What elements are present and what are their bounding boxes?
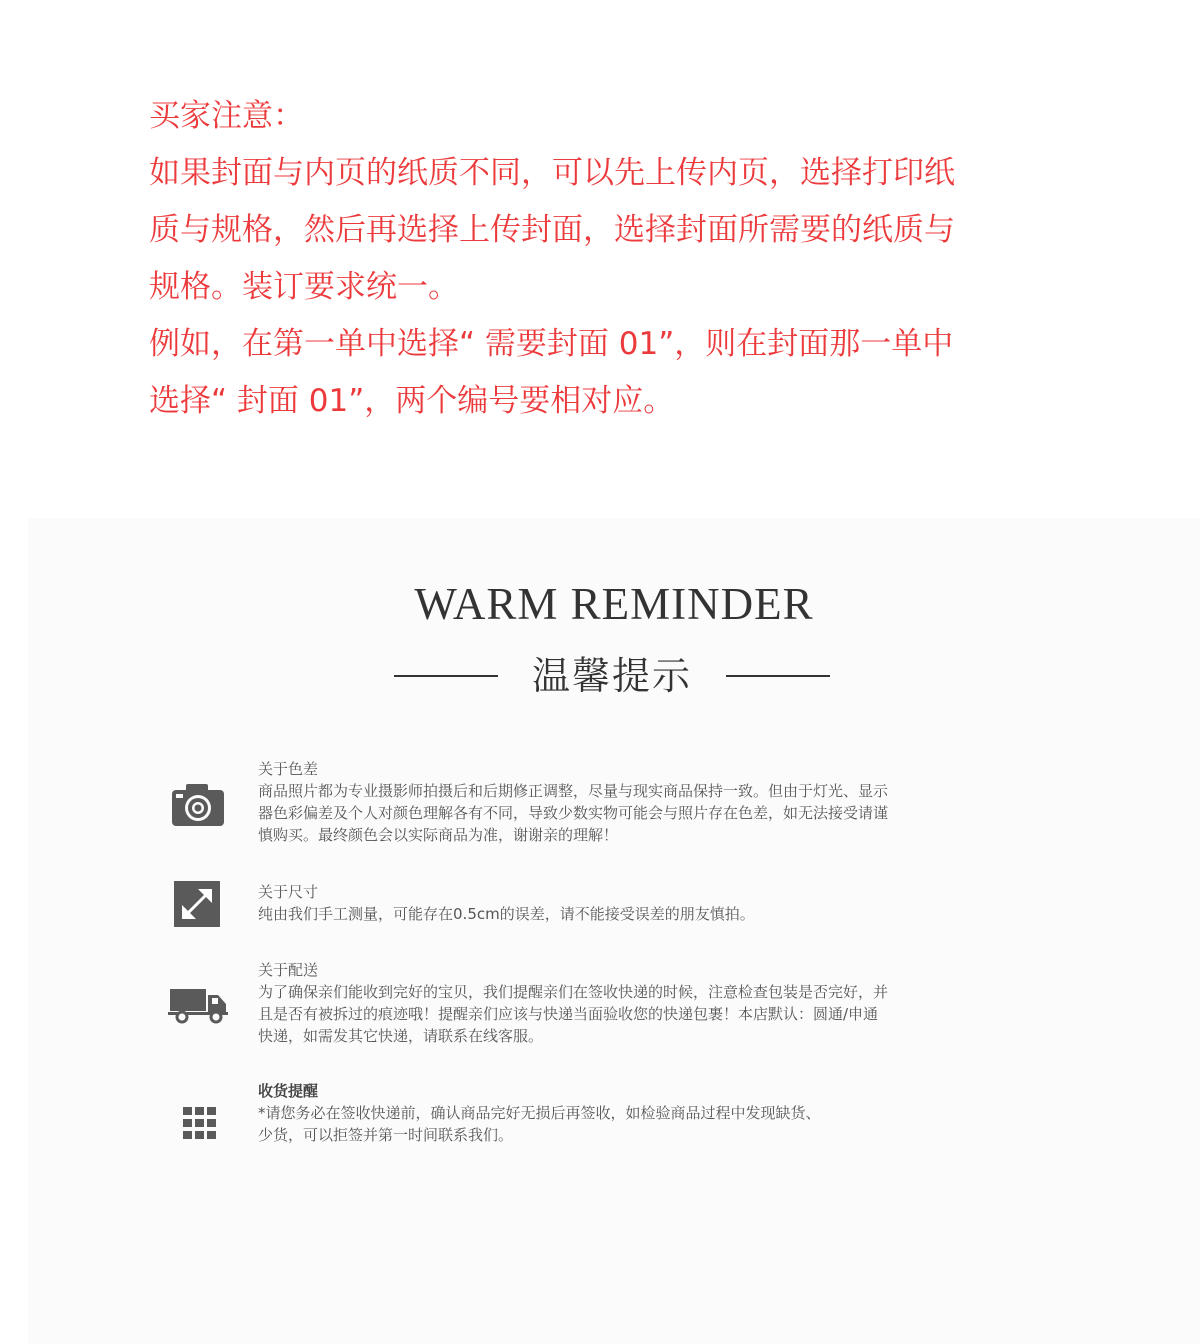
buyer-notice [149,88,1049,430]
notice-line: 例如，在第一单中选择“ 需要封面 01”，则在封面那一单中 [149,326,954,362]
item-body-line: 商品照片都为专业摄影师拍摄后和后期修正调整，尽量与现实商品保持一致。但由于灯光、显示 [258,782,889,800]
title-divider-left [394,675,498,677]
warm-reminder-title-cn: 温馨提示 [531,654,692,698]
item-body-line: 慎购买。最终颜色会以实际商品为准，谢谢亲的理解！ [258,826,619,844]
warm-reminder-title-en: WARM REMINDER [414,579,814,629]
resize-arrow-icon [172,879,228,927]
item-heading: 关于配送 [258,961,319,979]
warm-reminder-panel [28,518,1200,1344]
item-heading: 收货提醒 [258,1082,319,1100]
item-heading: 关于色差 [258,760,319,778]
item-body-line: 纯由我们手工测量，可能存在0.5cm的误差，请不能接受误差的朋友慎拍。 [258,905,755,923]
title-divider-right [726,675,830,677]
item-heading: 关于尺寸 [258,883,319,901]
grid-icon [182,1106,218,1142]
truck-icon [168,985,228,1033]
notice-line: 质与规格，然后再选择上传封面，选择封面所需要的纸质与 [149,212,955,248]
notice-line: 如果封面与内页的纸质不同，可以先上传内页，选择打印纸 [149,155,955,191]
camera-icon [170,782,226,830]
item-body-line: *请您务必在签收快递前，确认商品完好无损后再签收，如检验商品过程中发现缺货、 [258,1104,821,1122]
item-body-line: 快递，如需发其它快递，请联系在线客服。 [258,1027,544,1045]
notice-line: 选择“ 封面 01”，两个编号要相对应。 [149,383,675,419]
notice-heading: 买家注意： [149,98,304,134]
item-body-line: 且是否有被拆过的痕迹哦！提醒亲们应该与快递当面验收您的快递包裹！本店默认：圆通/申通 [258,1005,879,1023]
item-body-line: 为了确保亲们能收到完好的宝贝，我们提醒亲们在签收快递的时候，注意检查包装是否完好，并 [258,983,889,1001]
item-body-line: 少货，可以拒签并第一时间联系我们。 [258,1126,514,1144]
warm-reminder-title-row [394,648,830,704]
notice-line: 规格。装订要求统一。 [149,269,459,305]
item-body-line: 器色彩偏差及个人对颜色理解各有不同，导致少数实物可能会与照片存在色差，如无法接受请谨 [258,804,889,822]
